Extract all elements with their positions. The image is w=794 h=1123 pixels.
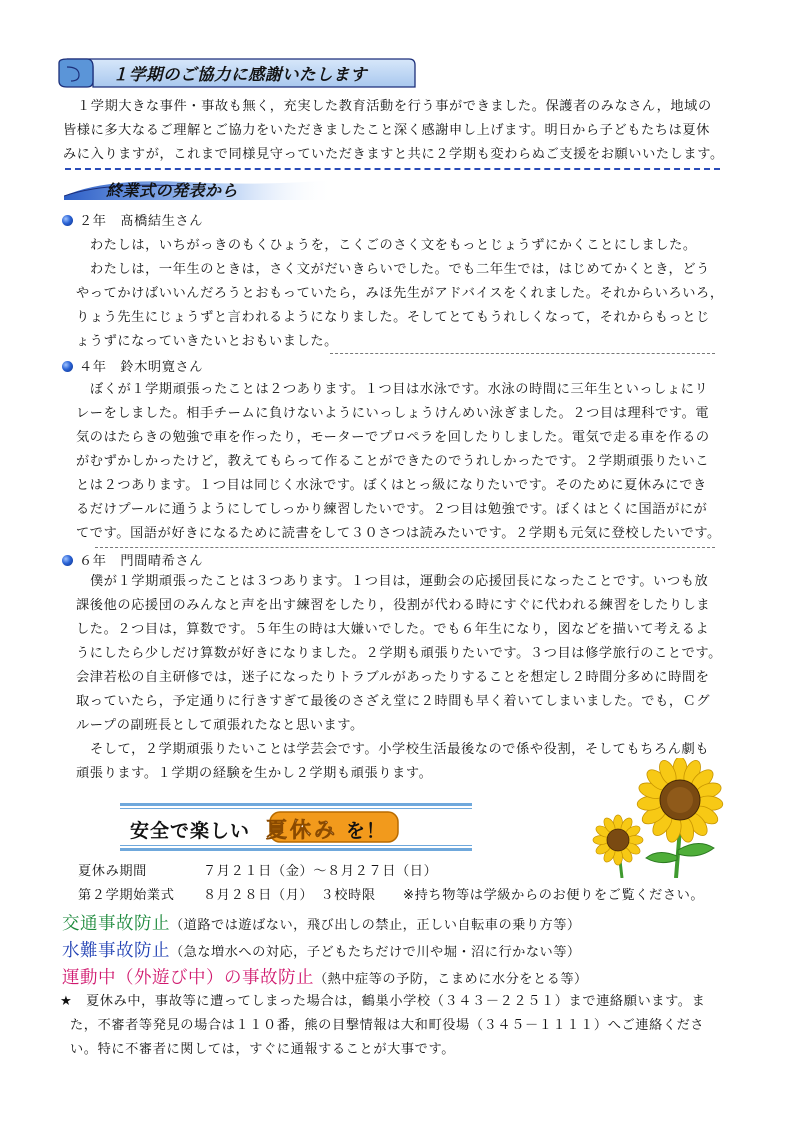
speech-line: がむずかしかったけど，教えてもらって作ることができたのでうれしかったです。２学期頑張りたいこ (76, 454, 710, 469)
banner-suffix: を！ (346, 820, 387, 842)
divider (330, 353, 715, 354)
intro-line: １学期大きな事件・事故も無く，充実した教育活動を行う事ができました。保護者のみなさん，地域の (77, 99, 712, 114)
banner-prefix: 安全で楽しい (130, 820, 251, 842)
note-text: 夏休み中，事故等に遭ってしまった場合は，鶴巣小学校（３４３－２２５１）まで連絡願います。ま (86, 994, 706, 1009)
safety-item-water (62, 937, 581, 962)
speech-line: ループの副班長として頑張れたなと思います。 (76, 718, 364, 733)
student-speech (76, 234, 724, 354)
bullet-icon (62, 555, 73, 566)
schedule-row (78, 884, 704, 908)
safety-detail: （熱中症等の予防，こまめに水分をとる等） (314, 972, 588, 987)
speech-line: 気のはたらきの勉強で車を作ったり，モーターでプロペラを回したりしました。電気で走る車を作るの (76, 430, 710, 445)
speech-line: そして，２学期頑張りたいことは学芸会です。小学校生活最後なので係や役割，そしてもちろん劇も (90, 742, 710, 757)
note-line (60, 990, 740, 1014)
speech-line: りょう先生にじょうずと言われるようになりました。そしてとてもうれしくなって，それからもっとじ (76, 310, 710, 325)
section-title-closing-ceremony: 終業式の発表から (106, 181, 239, 200)
speech-line: 会津若松の自主研修では，迷子になったりトラブルがあったりすることを想定し２時間分多めに時間を (76, 670, 710, 685)
safety-item-traffic (62, 910, 581, 935)
speech-line: 課後他の応援団のみんなと声を出す練習をしたり，役割が代わる時にすぐに代われる練習をしたりしま (76, 598, 711, 613)
note-line: た，不審者等発見の場合は１１０番，熊の目撃情報は大和町役場（３４５－１１１１）へご連絡くださ (70, 1018, 705, 1033)
speech-line: るだけプールに通うようにしてしっかり練習したいです。２つ目は勉強です。ぼくはとくに国語がにが (76, 502, 708, 517)
intro-line: 皆様に多大なるご理解とご協力をいただきましたこと深く感謝申し上げます。明日から子どもたちは夏休 (63, 123, 710, 138)
intro-line: みに入りますが，これまで同様見守っていただきますと共に２学期も変わらぬご支援をお願いいたします。 (63, 147, 724, 162)
intro-paragraph (63, 95, 733, 167)
schedule-label: 第２学期始業式 (78, 888, 175, 903)
speech-line: 頑張ります。１学期の経験を生かし２学期も頑張ります。 (76, 766, 433, 781)
schedule-value: ８月２８日（月） ３校時限 (203, 888, 376, 903)
speech-line: やってかけばいいんだろうとおもっていたら，みほ先生がアドバイスをくれました。それからいろいろ， (76, 286, 724, 301)
bullet-icon (62, 361, 73, 372)
safety-item-exercise (62, 964, 588, 989)
speech-line: した。２つ目は，算数です。５年生の時は大嫌いでした。でも６年生になり，図などを描いて考えるよ (76, 622, 710, 637)
speech-line: ょうずになっていきたいとおもいました。 (76, 334, 338, 349)
safety-detail: （道路では遊ばない，飛び出しの禁止，正しい自転車の乗り方等） (170, 918, 581, 933)
safety-detail: （急な増水への対応，子どもたちだけで川や堀・沼に行かない等） (170, 945, 581, 960)
speech-line: わたしは，一年生のときは，さく文がだいきらいでした。でも二年生では，はじめてかくとき，どう (90, 262, 710, 277)
safety-title: 交通事故防止 (62, 914, 170, 934)
speech-line: わたしは，いちがっきのもくひょうを，こくごのさく文をもっとじょうずにかくことにしました。 (90, 238, 697, 253)
note-line: い。特に不審者に関しては，すぐに通報することが大事です。 (70, 1042, 455, 1057)
star-icon: ★ (60, 994, 73, 1009)
schedule-note: ※持ち物等は学級からのお便りをご覧ください。 (403, 888, 705, 903)
section-title-thanks: １学期のご協力に感謝いたします (112, 65, 367, 84)
contact-note (60, 990, 740, 1062)
speech-line: うにしたら少しだけ算数が好きになりました。２学期も頑張りたいです。３つ目は修学旅行のことです。 (76, 646, 722, 661)
section-divider (65, 168, 720, 170)
student-name: ２年 髙橋結生さん (79, 214, 204, 229)
speech-line: レーをしました。相手チームに負けないようにいっしょうけんめい泳ぎました。２つ目は理科です。電 (76, 406, 710, 421)
safety-title: 運動中（外遊び中）の事故防止 (62, 968, 314, 988)
student-name: ４年 鈴木明寛さん (79, 360, 204, 375)
summer-banner-title (130, 814, 386, 844)
speech-line: 取っていたら，予定通りに行きすぎて最後のさざえ堂に２時間も早く着いてしまいました。でも，Ｃグ (76, 694, 711, 709)
safety-title: 水難事故防止 (62, 941, 170, 961)
sunflower-icon (580, 758, 740, 878)
schedule-value: ７月２１日（金）～８月２７日（日） (203, 864, 438, 879)
schedule-label: 夏休み期間 (78, 864, 147, 879)
speech-line: とは２つあります。１つ目は同じく水泳です。ぼくはとっ級になりたいです。そのために夏休みにでき (76, 478, 707, 493)
speech-line: ぼくが１学期頑張ったことは２つあります。１つ目は水泳です。水泳の時間に三年生といっしょにリ (90, 382, 709, 397)
bullet-icon (62, 215, 73, 226)
banner-highlight: 夏休み (266, 818, 339, 842)
speech-line: 僕が１学期頑張ったことは３つあります。１つ目は，運動会の応援団長になったことです。いつも放 (90, 574, 709, 589)
schedule-row (78, 860, 437, 884)
divider (95, 547, 715, 548)
speech-line: てです。国語が好きになるために読書をして３０さつは読みたいです。２学期も元気に登校したいです。 (76, 526, 721, 541)
student-speech (76, 378, 721, 546)
student-speech (76, 570, 722, 786)
student-name: ６年 門間晴希さん (79, 554, 204, 569)
